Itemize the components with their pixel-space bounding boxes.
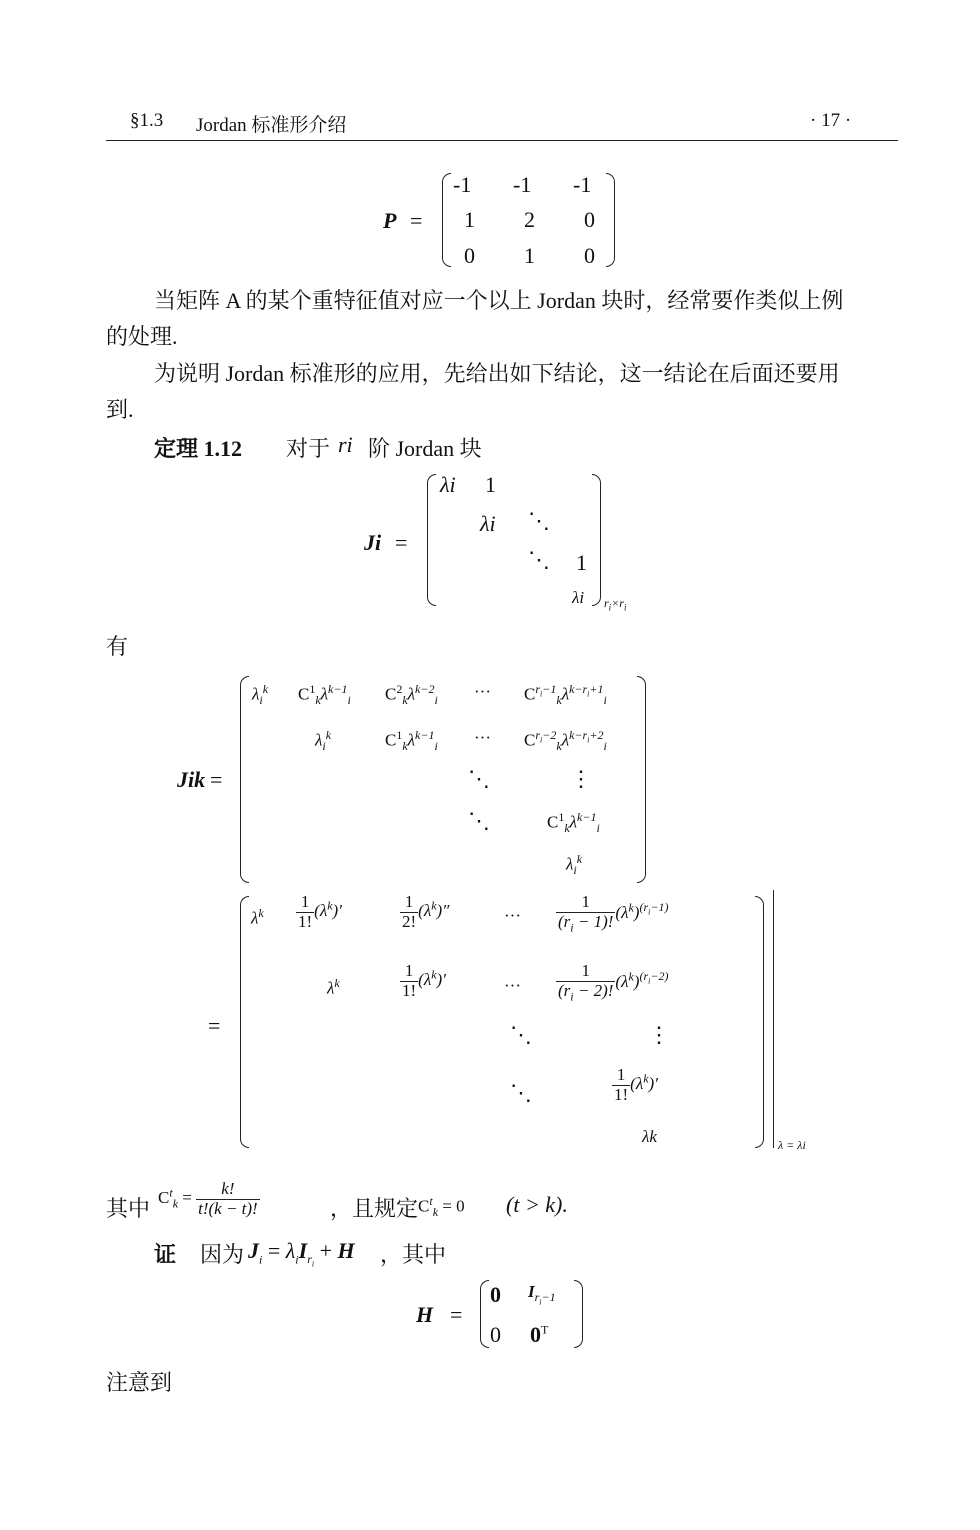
matrix-h-cell: 0 [490, 1282, 501, 1307]
proof-label: 证 [154, 1242, 177, 1267]
jik-entry: $C^1_k\lambda^{k-1}_i$ [298, 682, 351, 708]
deriv-entry: $\frac{1}{(r_i - 2)!}$ $(\lambda^k)^{(r_i-2)}$ [558, 961, 669, 1004]
binom-den: t!(k − t)! [198, 1198, 258, 1218]
deriv-entry: $\frac{1}{1!}$ $(\lambda^k)'$ [402, 961, 446, 1000]
section-number: §1.3 [130, 110, 164, 131]
deriv-entry: λk [642, 1127, 657, 1146]
jik-vdots: ⋮ [570, 766, 592, 791]
matrix-h-cell: $I_{r_i-1}$ [528, 1282, 556, 1307]
matrix-p-left-bracket [442, 173, 451, 267]
deriv-subs: λ = λi [778, 1138, 806, 1152]
jordan-ddots [528, 508, 550, 534]
jik-entry: $\lambda_i^k$ [315, 728, 332, 754]
deriv-left-bracket [240, 896, 249, 1148]
deriv-entry: $\frac{1}{2!}$ $(\lambda^k)''$ [402, 892, 450, 931]
jik-ddots [468, 808, 490, 834]
jordan-block-right-bracket [592, 474, 601, 606]
deriv-ddots [510, 1022, 532, 1048]
proof-text: 因为 [200, 1242, 245, 1267]
deriv-entry: $\frac{1}{(r_i - 1)!}$ $(\lambda^k)^{(r_i-1)}$ [558, 892, 669, 935]
matrix-p-right-bracket [606, 173, 615, 267]
deriv-ellipsis: ··· [504, 906, 521, 925]
jik-ddots [468, 766, 490, 792]
matrix-h-eq: = [450, 1302, 463, 1327]
jik-left-bracket [240, 676, 249, 883]
deriv-entry: $\frac{1}{1!}$ $(\lambda^k)'$ [614, 1065, 658, 1104]
jik-ellipsis: ··· [474, 682, 491, 701]
where-cond: (t > k). [506, 1192, 568, 1217]
note-label: 注意到 [106, 1370, 173, 1395]
matrix-p-cell: -1 [513, 172, 532, 197]
matrix-h-cell: 0 [490, 1322, 501, 1347]
matrix-h-left-bracket [480, 1280, 489, 1348]
jik-entry: $C^1_k\lambda^{k-1}_i$ [385, 728, 438, 754]
jik-right-bracket [637, 676, 646, 883]
jik-entry: $C^{r_i-2}_k\lambda^{k-r_i+2}_i$ [524, 728, 607, 754]
matrix-p-eq: = [410, 208, 423, 233]
matrix-p-cell: 2 [524, 207, 535, 232]
deriv-vdots: ⋮ [648, 1022, 670, 1047]
jik-entry: $\lambda_i^k$ [252, 682, 269, 708]
theorem-r-i: ri [338, 432, 353, 457]
jordan-block-eq: = [395, 530, 408, 555]
paragraph-2-line-1: 为说明 Jordan 标准形的应用，先给出如下结论，这一结论在后面还要用 [154, 361, 840, 386]
jordan-lambda: λi [440, 472, 456, 497]
theorem-text-a: 对于 [286, 436, 331, 461]
jik-entry: $\lambda_i^k$ [566, 852, 583, 878]
matrix-h-label: H [416, 1302, 434, 1327]
matrix-p-cell: 0 [584, 207, 595, 232]
jordan-one: 1 [485, 472, 496, 497]
matrix-p-label: P [383, 208, 397, 233]
page-number: · 17 · [810, 110, 852, 131]
where-rule: ，且规定 [330, 1196, 419, 1221]
paragraph-1-line-2: 的处理. [106, 324, 178, 349]
matrix-p-cell: 1 [524, 243, 535, 268]
theorem-text-b: 阶 Jordan 块 [368, 436, 482, 461]
jordan-one: 1 [576, 550, 587, 575]
jik-entry: $C^1_k\lambda^{k-1}_i$ [547, 810, 600, 836]
jordan-ddots [528, 547, 550, 573]
deriv-right-bracket [755, 896, 764, 1148]
matrix-h-cell: $0^T$ [530, 1322, 549, 1347]
matrix-h-right-bracket [574, 1280, 583, 1348]
header-rule [106, 140, 898, 141]
matrix-p-cell: -1 [453, 172, 472, 197]
proof-where: ，其中 [380, 1242, 447, 1267]
deriv-eval-bar [773, 890, 774, 1148]
proof-eq: $J_i = \lambda_iI_{r_i} + H$ [248, 1238, 355, 1269]
paragraph-2-line-2: 到. [106, 397, 134, 422]
jordan-block-label: Ji [364, 530, 382, 555]
matrix-p-cell: -1 [573, 172, 592, 197]
deriv-ellipsis: ··· [504, 976, 521, 995]
section-title: Jordan 标准形介绍 [196, 115, 347, 136]
deriv-entry: $\lambda^k$ [251, 906, 264, 928]
jik-label: Jik [177, 767, 206, 792]
deriv-ddots [510, 1080, 532, 1106]
binom-num: k! [196, 1180, 260, 1200]
you-label: 有 [106, 634, 129, 659]
deriv-eq: = [208, 1013, 221, 1038]
matrix-p-cell: 0 [584, 243, 595, 268]
jordan-block-left-bracket [427, 474, 436, 606]
jik-entry: $C^{r_i-1}_k\lambda^{k-r_i+1}_i$ [524, 682, 607, 708]
deriv-entry: $\lambda^k$ [327, 976, 340, 998]
jordan-size: $r_i\times r_i$ [604, 596, 627, 613]
matrix-p-cell: 0 [464, 243, 475, 268]
paragraph-1-line-1: 当矩阵 A 的某个重特征值对应一个以上 Jordan 块时，经常要作类似上例 [154, 288, 844, 313]
jik-ellipsis: ··· [474, 728, 491, 747]
jik-eq: = [210, 767, 223, 792]
jordan-lambda: λi [572, 588, 585, 607]
binom-zero: $C^t_k = 0$ [418, 1194, 465, 1220]
where-prefix: 其中 [106, 1196, 151, 1221]
deriv-entry: $\frac{1}{1!}$ $(\lambda^k)'$ [298, 892, 342, 931]
binom-def: $C^t_k$ = $\frac{k!}{t!(k - t)!}$ [158, 1179, 258, 1218]
jik-entry: $C^2_k\lambda^{k-2}_i$ [385, 682, 438, 708]
theorem-label: 定理 1.12 [154, 436, 243, 461]
matrix-p-cell: 1 [464, 207, 475, 232]
jordan-lambda: λi [480, 511, 496, 536]
